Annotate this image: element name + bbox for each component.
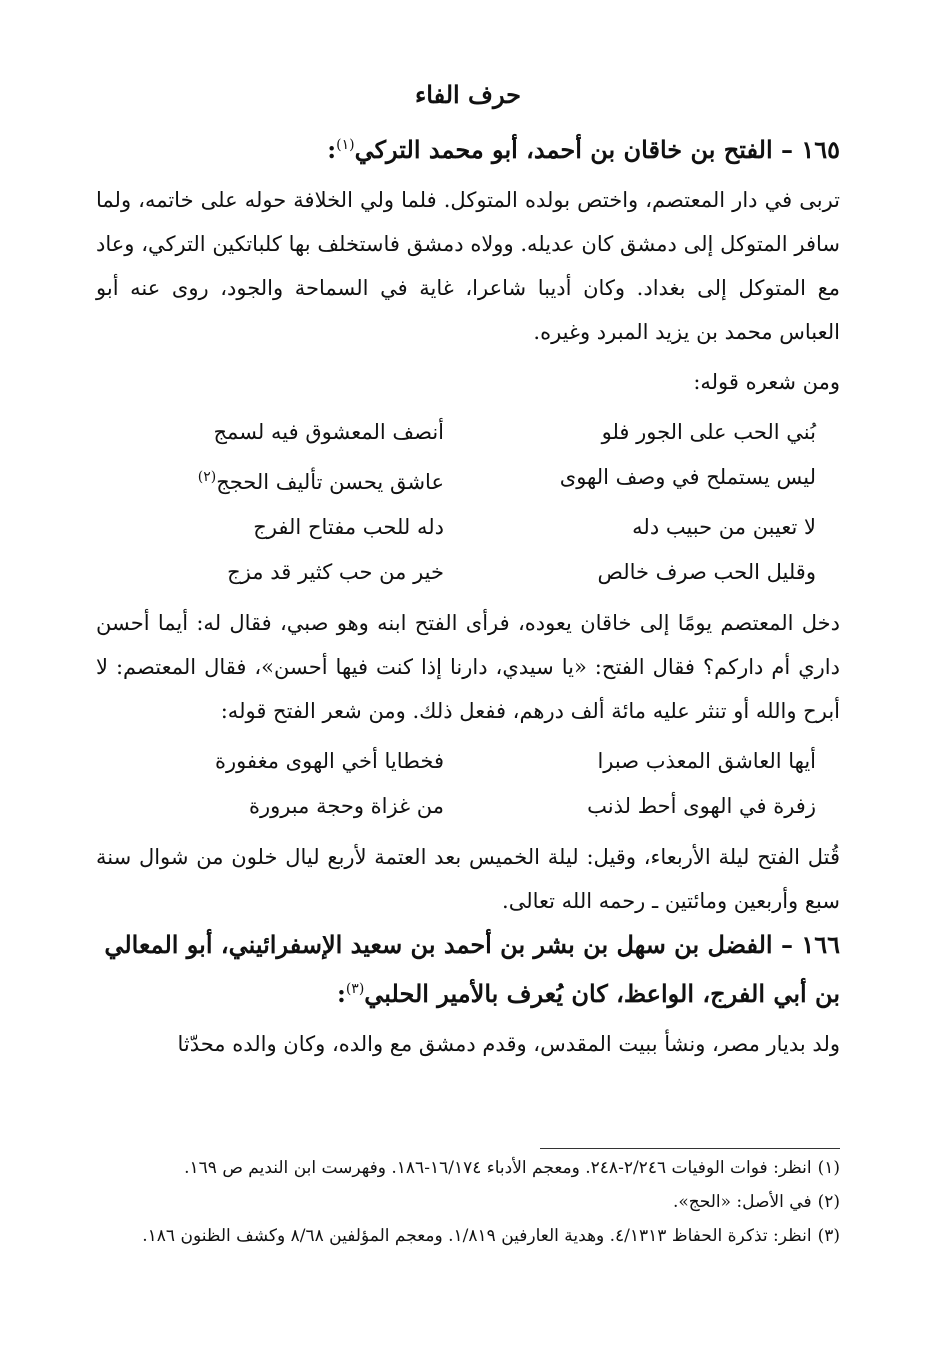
second-hemistich: أنصف المعشوق فيه لسمج bbox=[213, 420, 444, 444]
entry-166-biography: ولد بديار مصر، ونشأ ببيت المقدس، وقدم دمشق مع والده، وكان والده محدّثا bbox=[177, 1032, 840, 1056]
footnote-ref-2[interactable]: (٢) bbox=[197, 469, 217, 485]
poem-2-verse bbox=[96, 784, 840, 829]
footnote-label: (٢) bbox=[817, 1192, 840, 1212]
entry-166-colon: : bbox=[336, 979, 346, 1008]
entry-166-heading bbox=[96, 923, 840, 1016]
footnote-label: (١) bbox=[817, 1158, 840, 1178]
first-hemistich: ليس يستملح في وصف الهوى bbox=[559, 465, 816, 489]
second-hemistich: خير من حب كثير قد مزج bbox=[227, 560, 444, 584]
story-paragraph: دخل المعتصم يومًا إلى خاقان يعوده، فرأى الفتح ابنه وهو صبي، فقال له: أيما أحسن داري أم داركم؟ فقال الفتح: «يا سيدي، دارنا إذا كنت فيها أحسن»، فقال المعتصم: لا أبرح والله أو تنثر عليه مائة ألف درهم، ففعل ذلك. ومن شعر الفتح قوله: bbox=[96, 611, 840, 723]
entry-165-heading bbox=[96, 123, 840, 172]
poem-1-verse bbox=[96, 455, 840, 505]
footnote-text: انظر: فوات الوفيات ٢/٢٤٦-٢٤٨. ومعجم الأدباء ١٦/١٧٤-١٨٦. وفهرست ابن النديم ص ١٦٩. bbox=[184, 1158, 812, 1178]
footnote-ref-3[interactable]: (٣) bbox=[345, 981, 365, 997]
poem-1 bbox=[96, 410, 840, 595]
second-hemistich: عاشق يحسن تأليف الحجج bbox=[216, 470, 444, 494]
entry-165-number: ١٦٥ bbox=[801, 135, 840, 164]
footnote-text: انظر: تذكرة الحفاظ ٤/١٣١٣. وهدية العارفين ١/٨١٩. ومعجم المؤلفين ٨/٦٨ وكشف الظنون ١٨٦. bbox=[142, 1226, 812, 1246]
footnote-1 bbox=[96, 1153, 840, 1183]
entry-166-dash: – bbox=[780, 930, 793, 959]
second-hemistich: دله للحب مفتاح الفرج bbox=[253, 515, 444, 539]
entry-166-number: ١٦٦ bbox=[801, 930, 840, 959]
poem-1-intro: ومن شعره قوله: bbox=[693, 370, 840, 394]
poem-1-verse bbox=[96, 505, 840, 550]
poem-2-verse bbox=[96, 739, 840, 784]
footnote-text: في الأصل: «الحج». bbox=[672, 1192, 812, 1212]
footnote-divider bbox=[540, 1148, 840, 1149]
entry-165-biography: تربى في دار المعتصم، واختص بولده المتوكل. فلما ولي الخلافة حوله على خاتمه، ولما سافر المتوكل إلى دمشق كان عديله. وولاه دمشق فاستخلف بها كلباتكين التركي، وعاد مع المتوكل إلى بغداد. وكان أديبا شاعرا، غاية في السماحة والجود، روى عنه أبو العباس محمد بن يزيد المبرد وغيره. bbox=[96, 188, 840, 344]
entry-165-name: الفتح بن خاقان بن أحمد، أبو محمد التركي bbox=[354, 135, 773, 164]
poem-1-verse bbox=[96, 550, 840, 595]
entry-165-dash: – bbox=[780, 135, 793, 164]
death-paragraph: قُتل الفتح ليلة الأربعاء، وقيل: ليلة الخميس بعد العتمة لأربع ليال خلون من شوال سنة سبع وأربعين ومائتين ـ رحمه الله تعالى. bbox=[96, 845, 840, 913]
footnote-2 bbox=[96, 1187, 840, 1217]
footnote-3 bbox=[96, 1221, 840, 1251]
first-hemistich: زفرة في الهوى أحط لذنب bbox=[587, 794, 816, 818]
first-hemistich: بُني الحب على الجور فلو bbox=[601, 420, 816, 444]
first-hemistich: أيها العاشق المعذب صبرا bbox=[597, 749, 816, 773]
entry-165-colon: : bbox=[327, 135, 337, 164]
second-hemistich: فخطايا أخي الهوى مغفورة bbox=[214, 749, 444, 773]
footnote-ref-1[interactable]: (١) bbox=[336, 137, 355, 153]
section-title: حرف الفاء bbox=[414, 80, 522, 109]
poem-2 bbox=[96, 739, 840, 829]
first-hemistich: لا تعيبن من حبيب دله bbox=[632, 515, 816, 539]
first-hemistich: وقليل الحب صرف خالص bbox=[597, 560, 816, 584]
second-hemistich-with-note bbox=[144, 455, 444, 505]
entry-166-name: الفضل بن سهل بن بشر بن أحمد بن سعيد الإسفرائيني، أبو المعالي بن أبي الفرج، الواعظ، كان يُعرف بالأمير الحلبي bbox=[104, 930, 840, 1008]
footnotes bbox=[96, 1148, 840, 1251]
footnote-label: (٣) bbox=[817, 1226, 840, 1246]
second-hemistich: من غزاة وحجة مبرورة bbox=[248, 794, 444, 818]
poem-1-verse bbox=[96, 410, 840, 455]
